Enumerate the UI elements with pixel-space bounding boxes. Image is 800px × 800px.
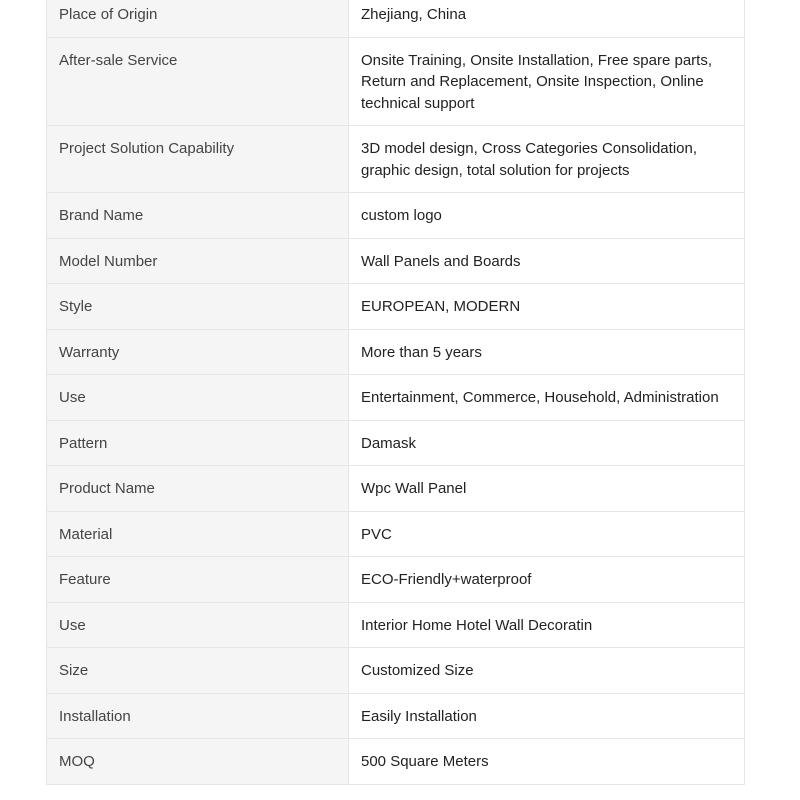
spec-value: Zhejiang, China (349, 0, 745, 37)
spec-row-size (47, 648, 745, 694)
spec-key: Brand Name (47, 193, 349, 239)
spec-value: Customized Size (349, 648, 745, 694)
spec-key: Product Name (47, 466, 349, 512)
spec-value: ECO-Friendly+waterproof (349, 557, 745, 603)
spec-value: custom logo (349, 193, 745, 239)
spec-row-material (47, 511, 745, 557)
spec-value: Entertainment, Commerce, Household, Administration (349, 375, 745, 421)
spec-row-project-solution-capability (47, 126, 745, 193)
spec-key: After-sale Service (47, 37, 349, 126)
spec-key: Installation (47, 693, 349, 739)
spec-key: Size (47, 648, 349, 694)
spec-key: Warranty (47, 329, 349, 375)
spec-value: Damask (349, 420, 745, 466)
spec-row-place-of-origin (47, 0, 745, 37)
spec-row-use-2 (47, 602, 745, 648)
spec-value: EUROPEAN, MODERN (349, 284, 745, 330)
spec-row-installation (47, 693, 745, 739)
spec-value: PVC (349, 511, 745, 557)
product-specifications-table (46, 0, 745, 785)
spec-row-model-number (47, 238, 745, 284)
spec-value: Wpc Wall Panel (349, 466, 745, 512)
spec-row-use (47, 375, 745, 421)
spec-key: Style (47, 284, 349, 330)
spec-row-after-sale-service (47, 37, 745, 126)
spec-row-style (47, 284, 745, 330)
spec-row-brand-name (47, 193, 745, 239)
spec-key: Feature (47, 557, 349, 603)
spec-key: Place of Origin (47, 0, 349, 37)
spec-key: Model Number (47, 238, 349, 284)
spec-row-feature (47, 557, 745, 603)
spec-row-pattern (47, 420, 745, 466)
spec-key: MOQ (47, 739, 349, 785)
spec-row-product-name (47, 466, 745, 512)
spec-key: Use (47, 375, 349, 421)
spec-value: Interior Home Hotel Wall Decoratin (349, 602, 745, 648)
spec-value: 3D model design, Cross Categories Consolidation, graphic design, total solution for projects (349, 126, 745, 193)
spec-value: Easily Installation (349, 693, 745, 739)
spec-key: Material (47, 511, 349, 557)
spec-value: Onsite Training, Onsite Installation, Free spare parts, Return and Replacement, Onsite Inspection, Online technical support (349, 37, 745, 126)
spec-key: Pattern (47, 420, 349, 466)
spec-row-warranty (47, 329, 745, 375)
spec-value: More than 5 years (349, 329, 745, 375)
spec-value: Wall Panels and Boards (349, 238, 745, 284)
spec-key: Use (47, 602, 349, 648)
spec-row-moq (47, 739, 745, 785)
spec-value: 500 Square Meters (349, 739, 745, 785)
spec-key: Project Solution Capability (47, 126, 349, 193)
